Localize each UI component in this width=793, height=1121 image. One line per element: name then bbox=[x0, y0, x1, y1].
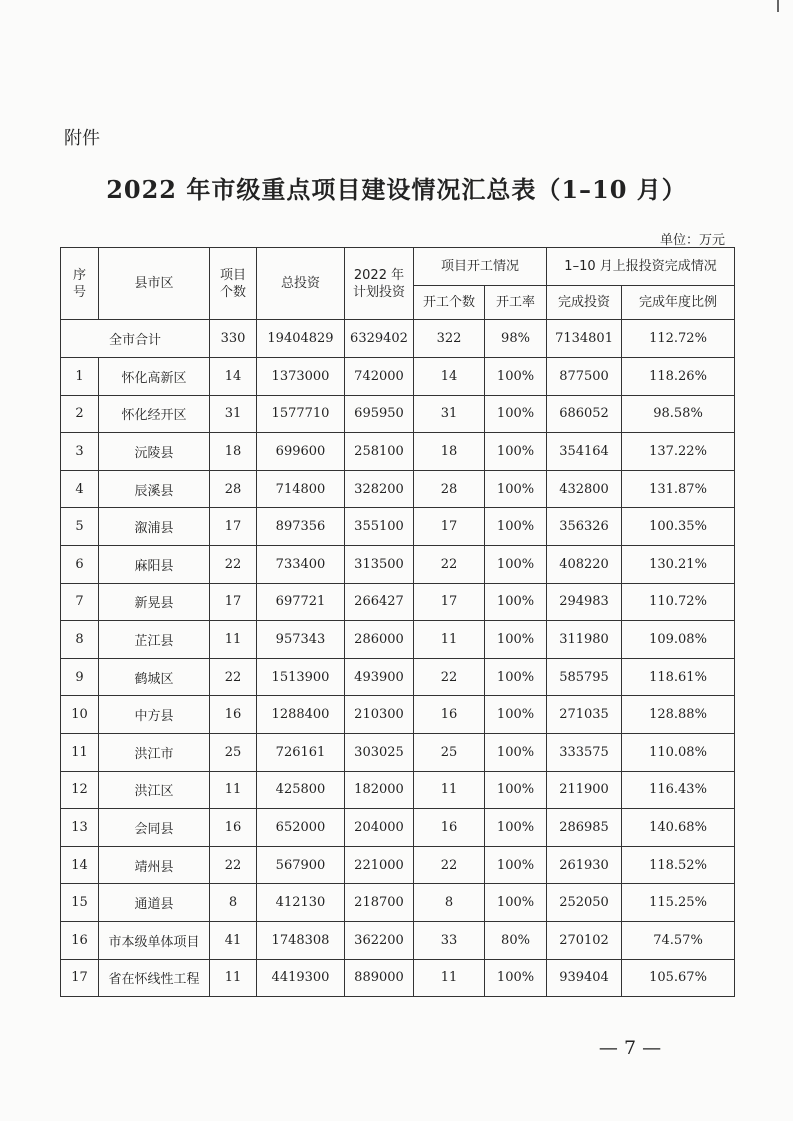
total-row bbox=[61, 320, 735, 358]
table-row bbox=[61, 771, 735, 809]
cell-completion-ratio: 105.67% bbox=[622, 959, 735, 997]
cell-started-count: 25 bbox=[414, 733, 485, 771]
cell-project-count: 17 bbox=[210, 583, 257, 621]
cell-total-investment: 699600 bbox=[257, 433, 345, 471]
table-row bbox=[61, 959, 735, 997]
cell-plan-2022: 258100 bbox=[345, 433, 414, 471]
total-completed-investment: 7134801 bbox=[547, 320, 622, 358]
cell-seq: 12 bbox=[61, 771, 99, 809]
cell-total-investment: 652000 bbox=[257, 809, 345, 847]
cell-completion-ratio: 140.68% bbox=[622, 809, 735, 847]
cell-start-rate: 100% bbox=[485, 583, 547, 621]
cell-county: 中方县 bbox=[99, 696, 210, 734]
cell-started-count: 31 bbox=[414, 395, 485, 433]
cell-completion-ratio: 110.72% bbox=[622, 583, 735, 621]
cell-seq: 16 bbox=[61, 921, 99, 959]
cell-completion-ratio: 98.58% bbox=[622, 395, 735, 433]
cell-start-rate: 100% bbox=[485, 959, 547, 997]
table-row bbox=[61, 358, 735, 396]
cell-project-count: 16 bbox=[210, 696, 257, 734]
cell-plan-2022: 303025 bbox=[345, 733, 414, 771]
header-started-count: 开工个数 bbox=[414, 286, 485, 320]
cell-start-rate: 100% bbox=[485, 884, 547, 922]
header-seq: 序 号 bbox=[61, 248, 99, 320]
cell-start-rate: 100% bbox=[485, 433, 547, 471]
cell-start-rate: 100% bbox=[485, 470, 547, 508]
cell-started-count: 28 bbox=[414, 470, 485, 508]
cell-seq: 4 bbox=[61, 470, 99, 508]
cell-project-count: 8 bbox=[210, 884, 257, 922]
cell-project-count: 22 bbox=[210, 658, 257, 696]
cell-start-rate: 100% bbox=[485, 395, 547, 433]
cell-start-rate: 100% bbox=[485, 696, 547, 734]
cell-county: 溆浦县 bbox=[99, 508, 210, 546]
cell-total-investment: 1748308 bbox=[257, 921, 345, 959]
table-row bbox=[61, 809, 735, 847]
cell-start-rate: 100% bbox=[485, 358, 547, 396]
total-plan-2022: 6329402 bbox=[345, 320, 414, 358]
cell-completed-investment: 432800 bbox=[547, 470, 622, 508]
cell-start-rate: 100% bbox=[485, 658, 547, 696]
cell-completed-investment: 686052 bbox=[547, 395, 622, 433]
cell-county: 靖州县 bbox=[99, 846, 210, 884]
header-project-count: 项目 个数 bbox=[210, 248, 257, 320]
table-row bbox=[61, 470, 735, 508]
total-label: 全市合计 bbox=[61, 320, 210, 358]
cell-project-count: 14 bbox=[210, 358, 257, 396]
cell-plan-2022: 328200 bbox=[345, 470, 414, 508]
table-row bbox=[61, 921, 735, 959]
cell-completed-investment: 294983 bbox=[547, 583, 622, 621]
cell-project-count: 11 bbox=[210, 771, 257, 809]
cell-plan-2022: 182000 bbox=[345, 771, 414, 809]
cell-start-rate: 100% bbox=[485, 846, 547, 884]
cell-completion-ratio: 115.25% bbox=[622, 884, 735, 922]
header-report-group: 1–10 月上报投资完成情况 bbox=[547, 248, 735, 286]
cell-completion-ratio: 110.08% bbox=[622, 733, 735, 771]
cell-start-rate: 100% bbox=[485, 809, 547, 847]
cell-total-investment: 697721 bbox=[257, 583, 345, 621]
cell-seq: 6 bbox=[61, 545, 99, 583]
cell-total-investment: 957343 bbox=[257, 621, 345, 659]
cell-started-count: 17 bbox=[414, 583, 485, 621]
table-row bbox=[61, 696, 735, 734]
cell-completion-ratio: 131.87% bbox=[622, 470, 735, 508]
cell-completed-investment: 286985 bbox=[547, 809, 622, 847]
cell-start-rate: 100% bbox=[485, 771, 547, 809]
cell-total-investment: 897356 bbox=[257, 508, 345, 546]
cell-start-rate: 100% bbox=[485, 508, 547, 546]
header-start-rate: 开工率 bbox=[485, 286, 547, 320]
cell-completion-ratio: 137.22% bbox=[622, 433, 735, 471]
cell-project-count: 41 bbox=[210, 921, 257, 959]
cell-started-count: 16 bbox=[414, 809, 485, 847]
cell-started-count: 17 bbox=[414, 508, 485, 546]
cell-total-investment: 733400 bbox=[257, 545, 345, 583]
cell-plan-2022: 313500 bbox=[345, 545, 414, 583]
cell-total-investment: 726161 bbox=[257, 733, 345, 771]
cell-start-rate: 100% bbox=[485, 545, 547, 583]
table-row bbox=[61, 846, 735, 884]
unit-label: 单位：万元 bbox=[659, 233, 725, 248]
cell-total-investment: 425800 bbox=[257, 771, 345, 809]
cell-started-count: 11 bbox=[414, 959, 485, 997]
cell-completed-investment: 211900 bbox=[547, 771, 622, 809]
cell-completed-investment: 408220 bbox=[547, 545, 622, 583]
cell-seq: 1 bbox=[61, 358, 99, 396]
cell-project-count: 25 bbox=[210, 733, 257, 771]
cell-completed-investment: 333575 bbox=[547, 733, 622, 771]
cell-seq: 5 bbox=[61, 508, 99, 546]
cell-plan-2022: 742000 bbox=[345, 358, 414, 396]
page-title: 2022 年市级重点项目建设情况汇总表（1–10 月） bbox=[106, 175, 687, 204]
header-completion-ratio: 完成年度比例 bbox=[622, 286, 735, 320]
cell-seq: 13 bbox=[61, 809, 99, 847]
cell-total-investment: 714800 bbox=[257, 470, 345, 508]
cell-completion-ratio: 118.26% bbox=[622, 358, 735, 396]
table-row bbox=[61, 884, 735, 922]
total-project-count: 330 bbox=[210, 320, 257, 358]
cell-county: 新晃县 bbox=[99, 583, 210, 621]
scan-edge-mark bbox=[777, 0, 779, 12]
cell-seq: 7 bbox=[61, 583, 99, 621]
cell-project-count: 11 bbox=[210, 621, 257, 659]
cell-plan-2022: 493900 bbox=[345, 658, 414, 696]
cell-county: 省在怀线性工程 bbox=[99, 959, 210, 997]
cell-completed-investment: 354164 bbox=[547, 433, 622, 471]
cell-seq: 17 bbox=[61, 959, 99, 997]
cell-completed-investment: 270102 bbox=[547, 921, 622, 959]
cell-started-count: 11 bbox=[414, 621, 485, 659]
cell-seq: 8 bbox=[61, 621, 99, 659]
cell-seq: 14 bbox=[61, 846, 99, 884]
cell-total-investment: 1288400 bbox=[257, 696, 345, 734]
cell-completed-investment: 311980 bbox=[547, 621, 622, 659]
cell-completed-investment: 585795 bbox=[547, 658, 622, 696]
cell-county: 辰溪县 bbox=[99, 470, 210, 508]
cell-project-count: 17 bbox=[210, 508, 257, 546]
cell-project-count: 28 bbox=[210, 470, 257, 508]
cell-county: 芷江县 bbox=[99, 621, 210, 659]
cell-completion-ratio: 100.35% bbox=[622, 508, 735, 546]
cell-county: 鹤城区 bbox=[99, 658, 210, 696]
cell-county: 通道县 bbox=[99, 884, 210, 922]
cell-started-count: 22 bbox=[414, 545, 485, 583]
cell-plan-2022: 204000 bbox=[345, 809, 414, 847]
cell-start-rate: 100% bbox=[485, 733, 547, 771]
summary-table bbox=[60, 247, 735, 997]
cell-plan-2022: 355100 bbox=[345, 508, 414, 546]
cell-seq: 9 bbox=[61, 658, 99, 696]
cell-started-count: 18 bbox=[414, 433, 485, 471]
cell-project-count: 16 bbox=[210, 809, 257, 847]
cell-completed-investment: 939404 bbox=[547, 959, 622, 997]
cell-county: 市本级单体项目 bbox=[99, 921, 210, 959]
attachment-label: 附件 bbox=[64, 128, 100, 149]
cell-started-count: 8 bbox=[414, 884, 485, 922]
cell-county: 洪江市 bbox=[99, 733, 210, 771]
cell-completion-ratio: 74.57% bbox=[622, 921, 735, 959]
cell-completed-investment: 261930 bbox=[547, 846, 622, 884]
cell-county: 会同县 bbox=[99, 809, 210, 847]
cell-total-investment: 1373000 bbox=[257, 358, 345, 396]
cell-county: 麻阳县 bbox=[99, 545, 210, 583]
cell-started-count: 14 bbox=[414, 358, 485, 396]
cell-plan-2022: 210300 bbox=[345, 696, 414, 734]
cell-start-rate: 100% bbox=[485, 621, 547, 659]
cell-county: 沅陵县 bbox=[99, 433, 210, 471]
cell-completed-investment: 356326 bbox=[547, 508, 622, 546]
cell-total-investment: 412130 bbox=[257, 884, 345, 922]
cell-completion-ratio: 109.08% bbox=[622, 621, 735, 659]
cell-started-count: 22 bbox=[414, 658, 485, 696]
cell-completion-ratio: 130.21% bbox=[622, 545, 735, 583]
table-row bbox=[61, 545, 735, 583]
cell-county: 洪江区 bbox=[99, 771, 210, 809]
cell-project-count: 22 bbox=[210, 545, 257, 583]
cell-plan-2022: 362200 bbox=[345, 921, 414, 959]
header-completed-investment: 完成投资 bbox=[547, 286, 622, 320]
page-number: — 7 — bbox=[598, 1037, 662, 1059]
cell-completion-ratio: 116.43% bbox=[622, 771, 735, 809]
cell-project-count: 31 bbox=[210, 395, 257, 433]
cell-started-count: 11 bbox=[414, 771, 485, 809]
cell-plan-2022: 695950 bbox=[345, 395, 414, 433]
cell-started-count: 16 bbox=[414, 696, 485, 734]
cell-completion-ratio: 128.88% bbox=[622, 696, 735, 734]
cell-plan-2022: 889000 bbox=[345, 959, 414, 997]
table-row bbox=[61, 658, 735, 696]
cell-total-investment: 4419300 bbox=[257, 959, 345, 997]
table-row bbox=[61, 395, 735, 433]
header-county: 县市区 bbox=[99, 248, 210, 320]
table-row bbox=[61, 583, 735, 621]
cell-total-investment: 1513900 bbox=[257, 658, 345, 696]
header-start-group: 项目开工情况 bbox=[414, 248, 547, 286]
cell-plan-2022: 286000 bbox=[345, 621, 414, 659]
cell-started-count: 22 bbox=[414, 846, 485, 884]
cell-plan-2022: 218700 bbox=[345, 884, 414, 922]
cell-plan-2022: 266427 bbox=[345, 583, 414, 621]
header-row-1 bbox=[61, 248, 735, 286]
total-start-rate: 98% bbox=[485, 320, 547, 358]
cell-seq: 3 bbox=[61, 433, 99, 471]
header-plan-2022: 2022 年 计划投资 bbox=[345, 248, 414, 320]
cell-completion-ratio: 118.61% bbox=[622, 658, 735, 696]
table-row bbox=[61, 508, 735, 546]
cell-start-rate: 80% bbox=[485, 921, 547, 959]
total-total-investment: 19404829 bbox=[257, 320, 345, 358]
total-completion-ratio: 112.72% bbox=[622, 320, 735, 358]
cell-completion-ratio: 118.52% bbox=[622, 846, 735, 884]
cell-county: 怀化经开区 bbox=[99, 395, 210, 433]
table-row bbox=[61, 621, 735, 659]
cell-completed-investment: 271035 bbox=[547, 696, 622, 734]
cell-completed-investment: 877500 bbox=[547, 358, 622, 396]
cell-seq: 15 bbox=[61, 884, 99, 922]
cell-seq: 10 bbox=[61, 696, 99, 734]
table-row bbox=[61, 433, 735, 471]
cell-project-count: 18 bbox=[210, 433, 257, 471]
total-started-count: 322 bbox=[414, 320, 485, 358]
table-row bbox=[61, 733, 735, 771]
header-total-investment: 总投资 bbox=[257, 248, 345, 320]
cell-seq: 11 bbox=[61, 733, 99, 771]
cell-started-count: 33 bbox=[414, 921, 485, 959]
cell-plan-2022: 221000 bbox=[345, 846, 414, 884]
cell-total-investment: 1577710 bbox=[257, 395, 345, 433]
cell-completed-investment: 252050 bbox=[547, 884, 622, 922]
cell-county: 怀化高新区 bbox=[99, 358, 210, 396]
cell-project-count: 22 bbox=[210, 846, 257, 884]
cell-seq: 2 bbox=[61, 395, 99, 433]
cell-total-investment: 567900 bbox=[257, 846, 345, 884]
cell-project-count: 11 bbox=[210, 959, 257, 997]
